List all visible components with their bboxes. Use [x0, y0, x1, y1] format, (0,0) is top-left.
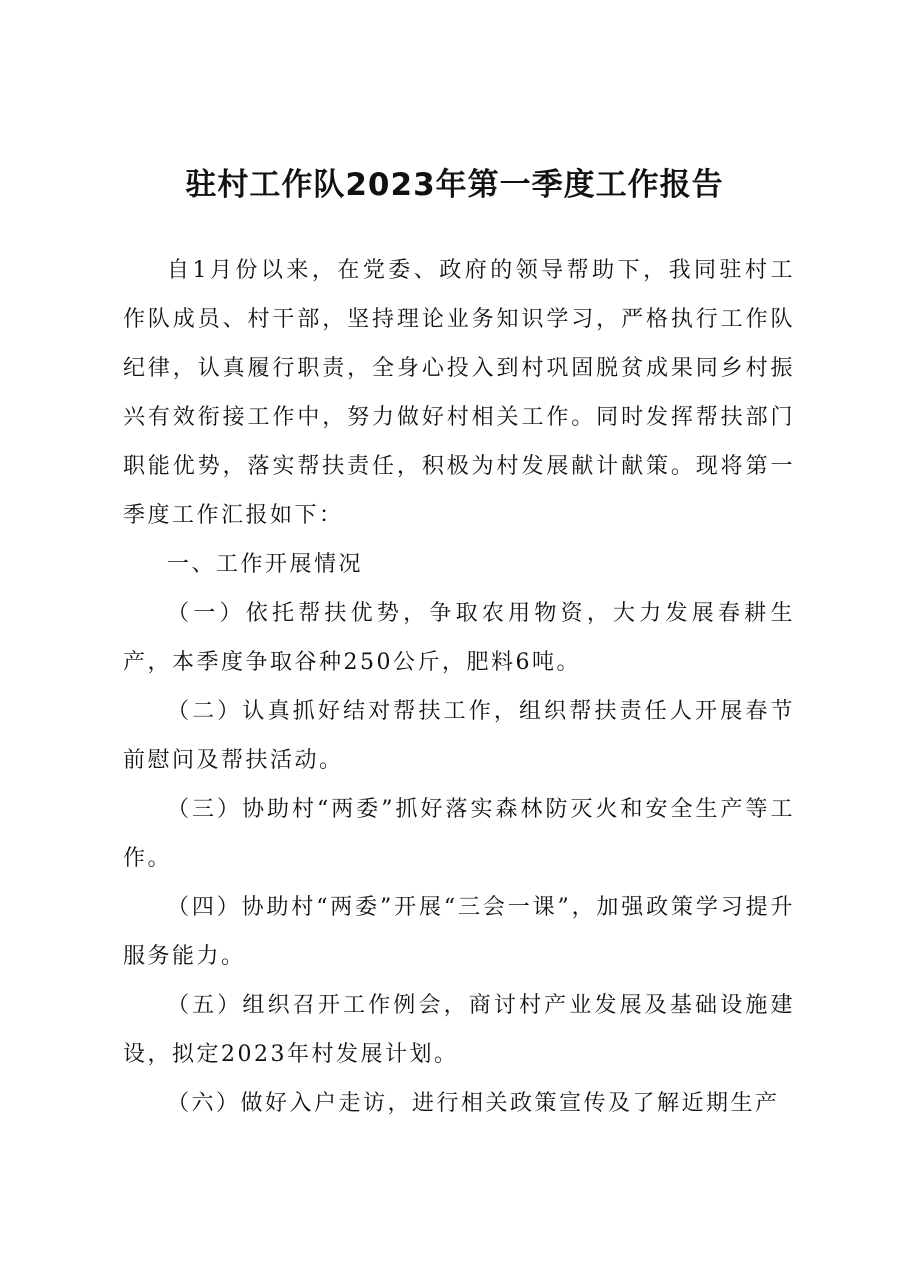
paragraph-item-3: （三）协助村“两委”抓好落实森林防灭火和安全生产等工作。: [123, 797, 795, 871]
paragraph-item-6: （六）做好入户走访，进行相关政策宣传及了解近期生产: [167, 1091, 780, 1116]
document-body: [123, 246, 795, 1128]
section-heading-work-progress: 一、工作开展情况: [167, 552, 364, 577]
paragraph-item-2: （二）认真抓好结对帮扶工作，组织帮扶责任人开展春节前慰问及帮扶活动。: [123, 699, 795, 773]
paragraph-item-1: （一）依托帮扶优势，争取农用物资，大力发展春耕生产，本季度争取谷种250公斤，肥料6吨。: [123, 601, 795, 675]
document-title: 驻村工作队2023年第一季度工作报告: [185, 167, 724, 203]
paragraph-intro: 自1月份以来，在党委、政府的领导帮助下，我同驻村工作队成员、村干部，坚持理论业务知识学习，严格执行工作队纪律，认真履行职责，全身心投入到村巩固脱贫成果同乡村振兴有效衔接工作中，努力做好村相关工作。同时发挥帮扶部门职能优势，落实帮扶责任，积极为村发展献计献策。现将第一季度工作汇报如下：: [123, 258, 795, 528]
paragraph-item-4: （四）协助村“两委”开展“三会一课”，加强政策学习提升服务能力。: [123, 895, 795, 969]
paragraph-item-5: （五）组织召开工作例会，商讨村产业发展及基础设施建设，拟定2023年村发展计划。: [123, 993, 795, 1067]
